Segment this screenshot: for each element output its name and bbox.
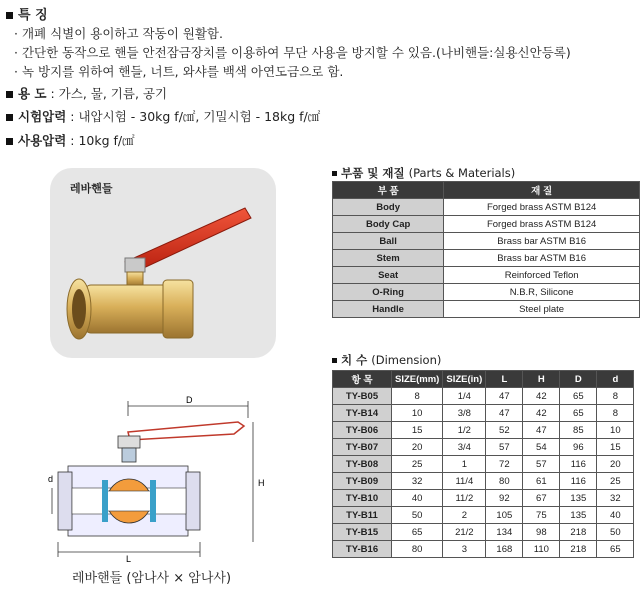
dimension-header-row bbox=[333, 371, 634, 388]
dimension-value-cell: 134 bbox=[486, 524, 523, 541]
dimension-header-cell: d bbox=[597, 371, 634, 388]
dimension-value-cell: 65 bbox=[392, 524, 443, 541]
materials-part-cell: Stem bbox=[333, 250, 444, 267]
materials-row bbox=[333, 199, 640, 216]
dimension-value-cell: 50 bbox=[392, 507, 443, 524]
materials-header-part: 부 품 bbox=[333, 182, 444, 199]
dimension-value-cell: 32 bbox=[392, 473, 443, 490]
dimension-header-cell: L bbox=[486, 371, 523, 388]
working-pressure-label: 사용압력 bbox=[18, 133, 67, 148]
usage-row bbox=[6, 84, 167, 102]
materials-material-cell: N.B.R, Silicone bbox=[444, 284, 640, 301]
dimension-model-cell: TY-B07 bbox=[333, 439, 392, 456]
photo-label: 레바핸들 bbox=[70, 182, 113, 195]
dimension-value-cell: 65 bbox=[560, 388, 597, 405]
dimension-value-cell: 2 bbox=[443, 507, 486, 524]
dimension-value-cell: 21/2 bbox=[443, 524, 486, 541]
dimension-model-cell: TY-B05 bbox=[333, 388, 392, 405]
feature-line-1: · 개폐 식별이 용이하고 작동이 원활함. bbox=[14, 26, 223, 41]
dimension-model-cell: TY-B06 bbox=[333, 422, 392, 439]
dimension-value-cell: 75 bbox=[523, 507, 560, 524]
square-bullet-icon bbox=[6, 91, 13, 98]
dimension-header-cell: 항 목 bbox=[333, 371, 392, 388]
dimension-value-cell: 116 bbox=[560, 473, 597, 490]
materials-material-cell: Brass bar ASTM B16 bbox=[444, 250, 640, 267]
dimension-row bbox=[333, 388, 634, 405]
dim-d-label: d bbox=[48, 474, 54, 484]
dimension-row bbox=[333, 422, 634, 439]
small-square-bullet-icon bbox=[332, 171, 337, 176]
dimension-model-cell: TY-B16 bbox=[333, 541, 392, 558]
features-title: 특 징 bbox=[6, 4, 48, 23]
dimension-value-cell: 61 bbox=[523, 473, 560, 490]
dimension-value-cell: 20 bbox=[392, 439, 443, 456]
dimension-value-cell: 92 bbox=[486, 490, 523, 507]
dimension-row bbox=[333, 524, 634, 541]
dimension-value-cell: 54 bbox=[523, 439, 560, 456]
dimension-value-cell: 25 bbox=[392, 456, 443, 473]
dimension-value-cell: 32 bbox=[597, 490, 634, 507]
dimension-value-cell: 15 bbox=[597, 439, 634, 456]
dimension-model-cell: TY-B08 bbox=[333, 456, 392, 473]
dimension-row bbox=[333, 456, 634, 473]
working-pressure-row bbox=[6, 131, 135, 149]
dim-D-label: D bbox=[186, 395, 193, 405]
dimension-value-cell: 218 bbox=[560, 541, 597, 558]
dimension-value-cell: 47 bbox=[486, 405, 523, 422]
dimension-value-cell: 80 bbox=[486, 473, 523, 490]
dimension-header-cell: SIZE(in) bbox=[443, 371, 486, 388]
dimension-model-cell: TY-B14 bbox=[333, 405, 392, 422]
square-bullet-icon bbox=[6, 12, 13, 19]
materials-table bbox=[332, 181, 640, 318]
dimension-model-cell: TY-B15 bbox=[333, 524, 392, 541]
ball-valve-photo bbox=[55, 200, 270, 350]
dimension-value-cell: 47 bbox=[523, 422, 560, 439]
dimension-value-cell: 47 bbox=[486, 388, 523, 405]
materials-material-cell: Reinforced Teflon bbox=[444, 267, 640, 284]
dimension-value-cell: 11/4 bbox=[443, 473, 486, 490]
dimension-row bbox=[333, 507, 634, 524]
materials-material-cell: Forged brass ASTM B124 bbox=[444, 199, 640, 216]
feature-line-3: · 녹 방지를 위하여 핸들, 너트, 와샤를 백색 아연도금으로 함. bbox=[14, 64, 344, 79]
materials-part-cell: Seat bbox=[333, 267, 444, 284]
dimension-value-cell: 110 bbox=[523, 541, 560, 558]
feature-line-2: · 간단한 동작으로 핸들 안전잠금장치를 이용하여 무단 사용을 방지할 수 있음.(나비핸들:실용신안등록) bbox=[14, 45, 571, 60]
dimension-value-cell: 15 bbox=[392, 422, 443, 439]
usage-value: : 가스, 물, 기름, 공기 bbox=[50, 86, 168, 101]
test-pressure-label: 시험압력 bbox=[18, 109, 67, 124]
usage-label: 용 도 bbox=[18, 86, 47, 101]
dimension-value-cell: 57 bbox=[523, 456, 560, 473]
dimension-value-cell: 25 bbox=[597, 473, 634, 490]
dim-H-label: H bbox=[258, 478, 265, 488]
materials-row bbox=[333, 233, 640, 250]
dimension-value-cell: 40 bbox=[597, 507, 634, 524]
dimension-row bbox=[333, 490, 634, 507]
dimension-value-cell: 3/4 bbox=[443, 439, 486, 456]
dimension-value-cell: 50 bbox=[597, 524, 634, 541]
materials-row bbox=[333, 216, 640, 233]
materials-part-cell: Body bbox=[333, 199, 444, 216]
materials-row bbox=[333, 250, 640, 267]
dimension-value-cell: 168 bbox=[486, 541, 523, 558]
dimension-value-cell: 72 bbox=[486, 456, 523, 473]
dimension-value-cell: 116 bbox=[560, 456, 597, 473]
square-bullet-icon bbox=[6, 114, 13, 121]
materials-header-row bbox=[333, 182, 640, 199]
test-pressure-row bbox=[6, 107, 320, 125]
materials-row bbox=[333, 301, 640, 318]
materials-header-material: 재 질 bbox=[444, 182, 640, 199]
dimension-value-cell: 40 bbox=[392, 490, 443, 507]
dimension-value-cell: 42 bbox=[523, 388, 560, 405]
materials-row bbox=[333, 267, 640, 284]
dimension-value-cell: 42 bbox=[523, 405, 560, 422]
materials-part-cell: Body Cap bbox=[333, 216, 444, 233]
dimension-value-cell: 1 bbox=[443, 456, 486, 473]
dimension-value-cell: 52 bbox=[486, 422, 523, 439]
dimension-value-cell: 96 bbox=[560, 439, 597, 456]
materials-row bbox=[333, 284, 640, 301]
dimension-value-cell: 135 bbox=[560, 507, 597, 524]
dimension-model-cell: TY-B11 bbox=[333, 507, 392, 524]
dimension-row bbox=[333, 473, 634, 490]
dimension-value-cell: 135 bbox=[560, 490, 597, 507]
dimension-value-cell: 3 bbox=[443, 541, 486, 558]
dimension-row bbox=[333, 439, 634, 456]
dimension-value-cell: 10 bbox=[597, 422, 634, 439]
dimension-value-cell: 20 bbox=[597, 456, 634, 473]
dimension-value-cell: 80 bbox=[392, 541, 443, 558]
square-bullet-icon bbox=[6, 138, 13, 145]
dimension-model-cell: TY-B09 bbox=[333, 473, 392, 490]
dimension-value-cell: 1/4 bbox=[443, 388, 486, 405]
materials-material-cell: Forged brass ASTM B124 bbox=[444, 216, 640, 233]
dimension-value-cell: 65 bbox=[560, 405, 597, 422]
materials-material-cell: Steel plate bbox=[444, 301, 640, 318]
dimension-row bbox=[333, 405, 634, 422]
dimension-value-cell: 11/2 bbox=[443, 490, 486, 507]
materials-material-cell: Brass bar ASTM B16 bbox=[444, 233, 640, 250]
dimension-row bbox=[333, 541, 634, 558]
dimension-value-cell: 65 bbox=[597, 541, 634, 558]
dimension-value-cell: 10 bbox=[392, 405, 443, 422]
valve-technical-drawing bbox=[48, 392, 278, 564]
dimension-value-cell: 67 bbox=[523, 490, 560, 507]
dimension-value-cell: 8 bbox=[392, 388, 443, 405]
materials-title: 부품 및 재질 (Parts & Materials) bbox=[332, 165, 515, 181]
working-pressure-value: : 10kg f/㎠ bbox=[70, 133, 135, 148]
test-pressure-value: : 내압시험 - 30kg f/㎠, 기밀시험 - 18kg f/㎠ bbox=[70, 109, 321, 124]
dimension-value-cell: 105 bbox=[486, 507, 523, 524]
dimension-title: 치 수 (Dimension) bbox=[332, 352, 441, 368]
dimension-value-cell: 8 bbox=[597, 405, 634, 422]
dimension-value-cell: 85 bbox=[560, 422, 597, 439]
dimension-value-cell: 98 bbox=[523, 524, 560, 541]
materials-part-cell: O-Ring bbox=[333, 284, 444, 301]
dimension-value-cell: 1/2 bbox=[443, 422, 486, 439]
dimension-value-cell: 3/8 bbox=[443, 405, 486, 422]
dimension-value-cell: 8 bbox=[597, 388, 634, 405]
small-square-bullet-icon bbox=[332, 358, 337, 363]
dimension-header-cell: SIZE(mm) bbox=[392, 371, 443, 388]
drawing-caption: 레바핸들 (암나사 × 암나사) bbox=[72, 571, 232, 586]
materials-part-cell: Handle bbox=[333, 301, 444, 318]
dimension-header-cell: D bbox=[560, 371, 597, 388]
dim-L-label: L bbox=[126, 554, 132, 564]
dimension-value-cell: 218 bbox=[560, 524, 597, 541]
dimension-model-cell: TY-B10 bbox=[333, 490, 392, 507]
materials-part-cell: Ball bbox=[333, 233, 444, 250]
dimension-table bbox=[332, 370, 634, 558]
dimension-value-cell: 57 bbox=[486, 439, 523, 456]
dimension-header-cell: H bbox=[523, 371, 560, 388]
